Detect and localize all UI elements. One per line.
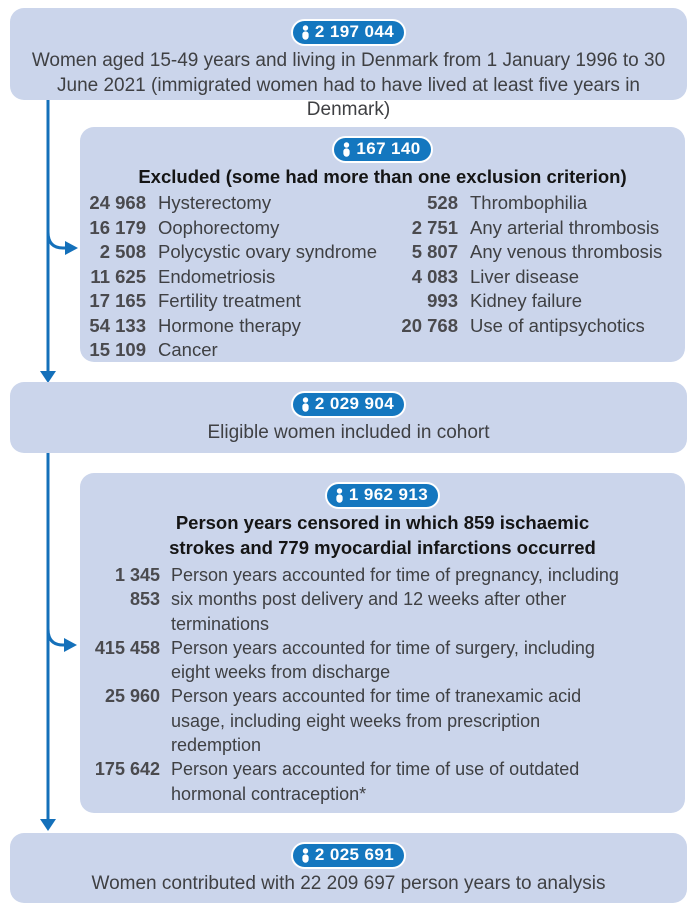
- item-label: Hysterectomy: [158, 192, 272, 213]
- analysis-description: Women contributed with 22 209 697 person years to analysis: [91, 873, 606, 894]
- item-value: 4 083: [411, 265, 458, 287]
- item-label: Person years accounted for time of use of outdated hormonal contraception*: [171, 759, 580, 804]
- list-item: [80, 216, 395, 241]
- item-label: Use of antipsychotics: [470, 314, 645, 336]
- list-item: [80, 191, 395, 216]
- person-icon: [342, 142, 351, 157]
- person-icon: [301, 25, 310, 40]
- item-label: Any arterial thrombosis: [470, 216, 660, 238]
- item-value: 993: [427, 290, 458, 311]
- population-count: 2 197 044: [314, 22, 395, 41]
- excluded-column-right: [395, 191, 685, 363]
- list-item: [80, 684, 685, 757]
- item-value: 54 133: [89, 314, 146, 336]
- item-value: 20 768: [401, 314, 458, 336]
- analysis-box: [10, 833, 687, 903]
- list-item: [395, 240, 685, 265]
- eligible-box: [10, 382, 687, 453]
- eligible-badge-row: [10, 391, 687, 418]
- item-label: Fertility treatment: [158, 290, 301, 311]
- censored-count: 1 962 913: [348, 485, 429, 504]
- list-item: [80, 289, 395, 314]
- item-label: Thrombophilia: [470, 192, 588, 213]
- item-label: Any venous thrombosis: [470, 241, 663, 262]
- item-label: Person years accounted for time of tranexamic acid usage, including eight weeks from prescription redemption: [171, 686, 582, 756]
- person-icon: [301, 848, 310, 863]
- arrowhead-down-analysis-icon: [40, 819, 56, 831]
- censored-list: [80, 563, 685, 806]
- analysis-badge-row: [10, 842, 687, 869]
- censored-badge-row: [80, 482, 685, 509]
- list-item: [80, 240, 395, 265]
- item-value: 5 807: [411, 241, 458, 262]
- item-value: 415 458: [94, 637, 160, 658]
- population-description: Women aged 15-49 years and living in Denmark from 1 January 1996 to 30 June 2021 (immigrated women had to have lived at least five years in Denmark): [31, 50, 666, 120]
- analysis-count: 2 025 691: [314, 845, 395, 864]
- item-value: 11 625: [90, 265, 146, 287]
- item-value: 24 968: [89, 192, 146, 213]
- item-label: Endometriosis: [158, 265, 276, 287]
- population-badge-row: [10, 19, 687, 46]
- item-value: 2 751: [411, 216, 458, 238]
- list-item: [395, 216, 685, 241]
- item-label: Liver disease: [470, 265, 580, 287]
- item-value: 175 642: [94, 759, 160, 780]
- eligible-count: 2 029 904: [314, 394, 395, 413]
- branch-line-censored: [48, 629, 65, 645]
- list-item: [80, 265, 395, 290]
- excluded-box: [80, 127, 685, 362]
- item-value: 17 165: [89, 290, 146, 311]
- excluded-count: 167 140: [356, 139, 421, 158]
- item-label: Oophorectomy: [158, 216, 280, 238]
- list-item: [395, 289, 685, 314]
- item-label: Kidney failure: [470, 290, 583, 311]
- item-value: 1 345 853: [114, 565, 160, 610]
- excluded-badge-row: [80, 136, 685, 163]
- list-item: [80, 757, 685, 806]
- excluded-column-left: [80, 191, 395, 363]
- list-item: [80, 338, 395, 363]
- arrowhead-right-excluded-icon: [65, 241, 78, 255]
- censored-heading: Person years censored in which 859 ischaemic strokes and 779 myocardial infarctions occurred: [169, 512, 596, 558]
- item-value: 16 179: [89, 216, 146, 238]
- item-label: Person years accounted for time of pregnancy, including six months post delivery and 12 weeks after other terminations: [171, 565, 619, 634]
- list-item: [395, 191, 685, 216]
- censored-box: [80, 473, 685, 813]
- item-value: 25 960: [104, 686, 160, 707]
- censored-count-badge: [325, 482, 440, 509]
- list-item: [80, 563, 685, 636]
- item-label: Cancer: [158, 339, 218, 360]
- list-item: [395, 314, 685, 339]
- list-item: [80, 314, 395, 339]
- excluded-heading: Excluded (some had more than one exclusion criterion): [138, 166, 627, 187]
- item-value: 2 508: [99, 241, 146, 262]
- item-value: 15 109: [89, 339, 146, 360]
- person-icon: [335, 488, 344, 503]
- item-label: Polycystic ovary syndrome: [158, 241, 377, 262]
- item-label: Hormone therapy: [158, 314, 301, 336]
- item-value: 528: [427, 192, 458, 213]
- list-item: [80, 636, 685, 685]
- item-label: Person years accounted for time of surgery, including eight weeks from discharge: [171, 637, 595, 683]
- population-count-badge: [291, 19, 406, 46]
- eligible-count-badge: [291, 391, 406, 418]
- analysis-count-badge: [291, 842, 406, 869]
- person-icon: [301, 397, 310, 412]
- branch-line-excluded: [48, 232, 66, 248]
- excluded-columns: [80, 191, 685, 363]
- population-box: [10, 8, 687, 120]
- excluded-count-badge: [332, 136, 432, 163]
- list-item: [395, 265, 685, 290]
- eligible-description: Eligible women included in cohort: [207, 422, 490, 443]
- arrowhead-right-censored-icon: [64, 638, 77, 652]
